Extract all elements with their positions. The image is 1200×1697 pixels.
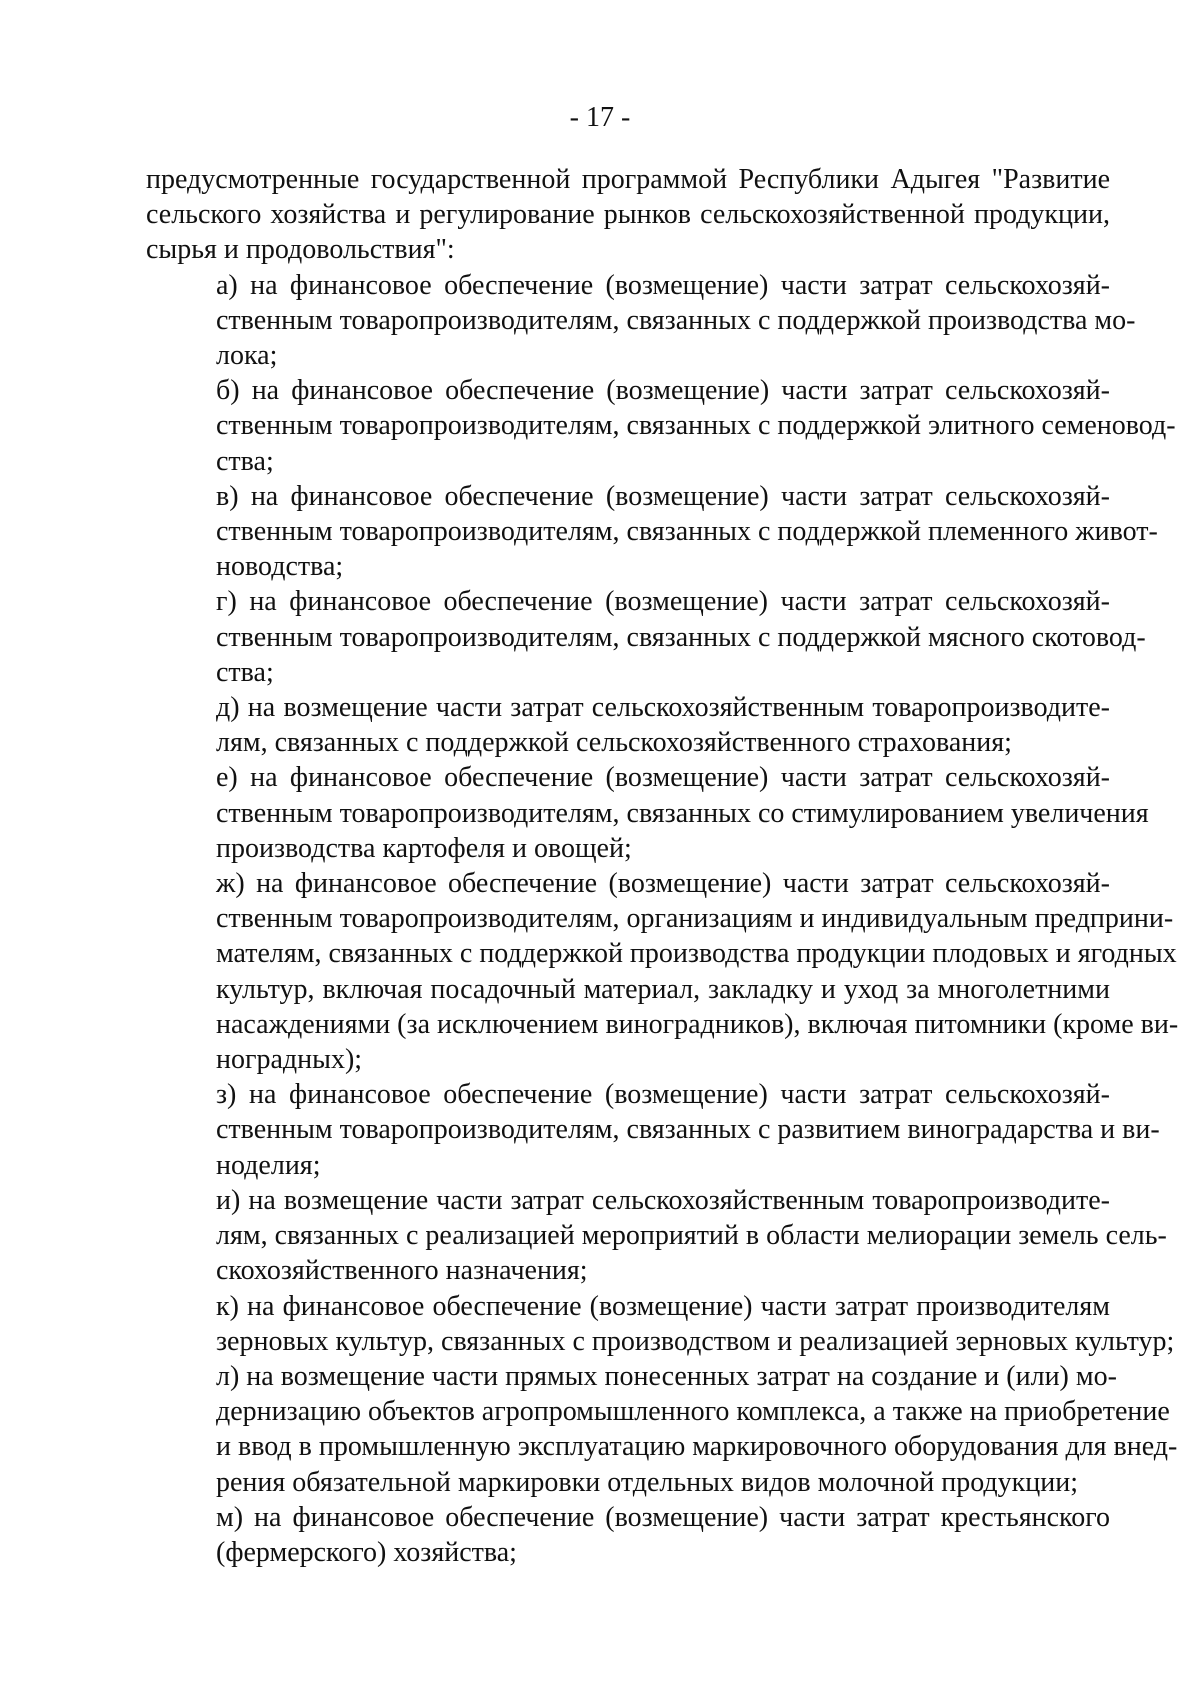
paragraph: [146, 690, 1110, 760]
text-line: м) на финансовое обеспечение (возмещение) части затрат крестьянского: [216, 1501, 1110, 1533]
text-line: ж) на финансовое обеспечение (возмещение) части затрат сельскохозяй-: [216, 868, 1110, 900]
text-line: производства картофеля и овощей;: [216, 832, 632, 864]
paragraph: [146, 373, 1176, 479]
text-line: дернизацию объектов агропромышленного комплекса, а также на приобретение: [216, 1396, 1170, 1428]
paragraph: [146, 1183, 1167, 1289]
text-line: ноградных);: [216, 1044, 363, 1076]
page-number: - 17 -: [569, 102, 631, 133]
text-line: лям, связанных с поддержкой сельскохозяйственного страхования;: [216, 727, 1012, 759]
paragraph: [146, 760, 1149, 866]
paragraph: [146, 162, 1110, 268]
text-line: е) на финансовое обеспечение (возмещение) части затрат сельскохозяй-: [216, 762, 1110, 794]
text-line: г) на финансовое обеспечение (возмещение) части затрат сельскохозяй-: [216, 586, 1110, 618]
text-line: ственным товаропроизводителям, связанных с поддержкой племенного живот-: [216, 516, 1158, 548]
text-line: ственным товаропроизводителям, связанных с поддержкой элитного семеновод-: [216, 410, 1176, 442]
text-line: ства;: [216, 445, 274, 477]
text-line: культур, включая посадочный материал, закладку и уход за многолетними: [216, 973, 1110, 1005]
paragraph: [146, 479, 1158, 585]
text-line: сырья и продовольствия":: [146, 234, 455, 266]
text-line: ственным товаропроизводителям, связанных со стимулированием увеличения: [216, 797, 1149, 829]
text-line: з) на финансовое обеспечение (возмещение) части затрат сельскохозяй-: [216, 1079, 1110, 1111]
text-line: ства;: [216, 656, 274, 688]
paragraph: [146, 1077, 1160, 1183]
paragraph: [146, 1359, 1178, 1500]
text-line: зерновых культур, связанных с производством и реализацией зерновых культур;: [216, 1325, 1175, 1357]
text-line: ственным товаропроизводителям, связанных с поддержкой производства мо-: [216, 304, 1136, 336]
paragraph: [146, 1289, 1175, 1359]
paragraph: [146, 1500, 1110, 1570]
text-line: ственным товаропроизводителям, связанных с поддержкой мясного скотовод-: [216, 621, 1146, 653]
text-line: сельского хозяйства и регулирование рынков сельскохозяйственной продукции,: [146, 199, 1110, 231]
text-line: и ввод в промышленную эксплуатацию маркировочного оборудования для внед-: [216, 1431, 1178, 1463]
paragraph: [146, 584, 1146, 690]
text-line: в) на финансовое обеспечение (возмещение) части затрат сельскохозяй-: [216, 480, 1110, 512]
text-line: и) на возмещение части затрат сельскохозяйственным товаропроизводите-: [216, 1184, 1110, 1216]
text-line: ственным товаропроизводителям, организациям и индивидуальным предприни-: [216, 903, 1174, 935]
text-line: новодства;: [216, 551, 344, 583]
text-line: лока;: [216, 340, 278, 372]
text-line: мателям, связанных с поддержкой производства продукции плодовых и ягодных: [216, 938, 1177, 970]
paragraph: [146, 268, 1136, 374]
text-line: а) на финансовое обеспечение (возмещение) части затрат сельскохозяй-: [216, 269, 1110, 301]
text-line: д) на возмещение части затрат сельскохозяйственным товаропроизводите-: [216, 692, 1110, 724]
text-line: л) на возмещение части прямых понесенных затрат на создание и (или) мо-: [216, 1360, 1117, 1392]
text-line: к) на финансовое обеспечение (возмещение) части затрат производителям: [216, 1290, 1110, 1322]
document-body: [146, 162, 1179, 1570]
text-line: скохозяйственного назначения;: [216, 1255, 588, 1287]
text-line: ственным товаропроизводителям, связанных с развитием виноградарства и ви-: [216, 1114, 1160, 1146]
paragraph: [146, 866, 1179, 1077]
text-line: лям, связанных с реализацией мероприятий в области мелиорации земель сель-: [216, 1220, 1167, 1252]
text-line: насаждениями (за исключением виноградников), включая питомники (кроме ви-: [216, 1008, 1179, 1040]
text-line: рения обязательной маркировки отдельных видов молочной продукции;: [216, 1466, 1078, 1498]
text-line: (фермерского) хозяйства;: [216, 1536, 517, 1568]
text-line: ноделия;: [216, 1149, 321, 1181]
text-line: б) на финансовое обеспечение (возмещение) части затрат сельскохозяй-: [216, 375, 1110, 407]
text-line: предусмотренные государственной программой Республики Адыгея "Развитие: [146, 164, 1110, 195]
